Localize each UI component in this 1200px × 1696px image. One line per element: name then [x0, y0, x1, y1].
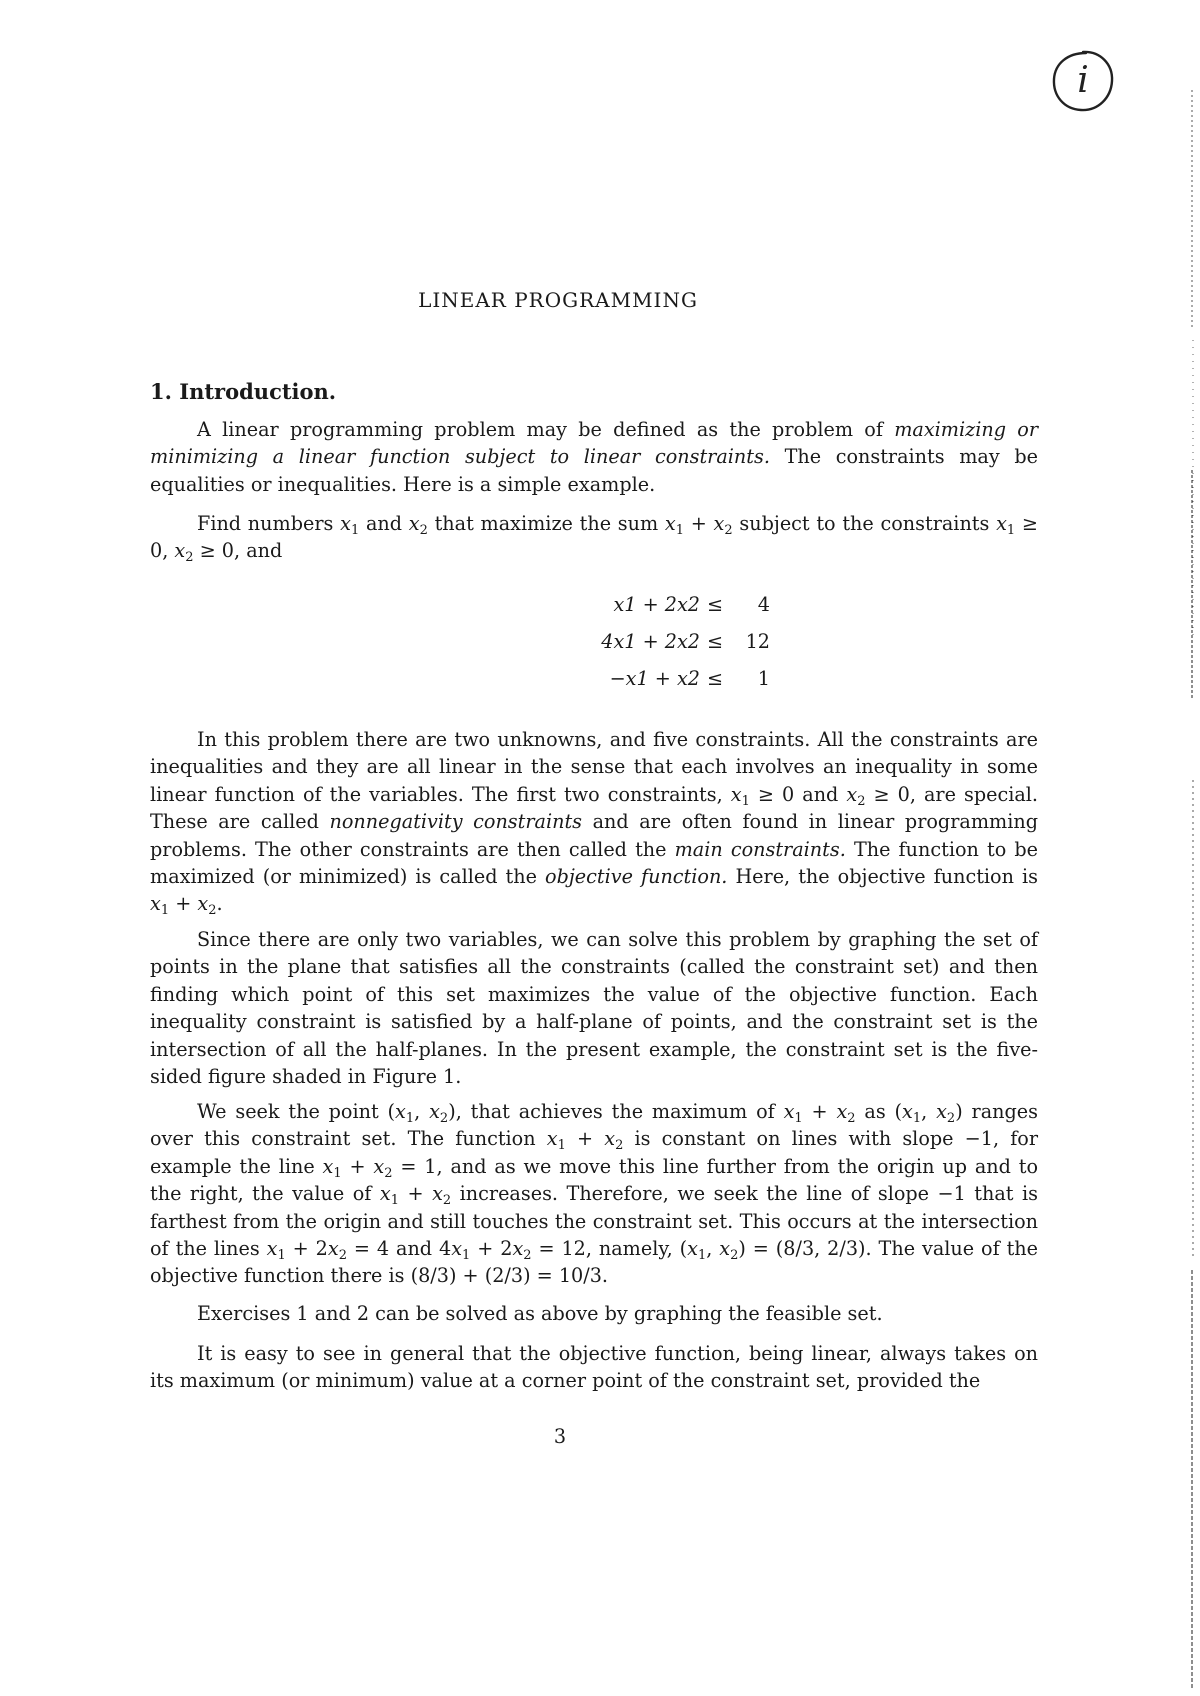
constraint-row [480, 586, 770, 623]
constraint-row [480, 623, 770, 660]
constraint-rhs: 1 [757, 667, 770, 690]
constraint-relation: ≤ [706, 630, 724, 653]
page-mark-letter: i [1077, 60, 1089, 101]
scan-edge-artifact [1186, 0, 1200, 1696]
constraint-equations [480, 586, 770, 697]
constraint-rhs: 4 [757, 593, 770, 616]
paragraph-example: Find numbers $x_1$ and $x_2$ that maximize the sum $x_1 + x_2$ subject to the constraints $x_1 \ge 0$, $x_2 \ge 0$, and [150, 512, 1038, 566]
term-nonnegativity: nonnegativity constraints [329, 810, 583, 834]
paragraph-corner-point: It is easy to see in general that the objective function, being linear, always takes on its maximum (or minimum) value at a corner point of the constraint set, provided the [150, 1342, 1038, 1393]
document-title: LINEAR PROGRAMMING [418, 288, 698, 312]
section-number: 1. [150, 379, 172, 404]
constraint-relation: ≤ [706, 667, 724, 690]
term-main-constraints: main constraints. [674, 837, 846, 861]
constraint-lhs: −x1 + x2 [609, 667, 700, 690]
page-number: 3 [553, 1425, 567, 1448]
paragraph-terminology: In this problem there are two unknowns, and five constraints. All the constraints are inequalities and they are all linear in the sense that each involves an inequality in some linear function of the variables. The first two constraints, $x_1 \ge 0$ and $x_2 \ge 0$, are special. These are called nonnegativity constraints and are often found in linear programming problems. The other constraints are then called the main constraints. The function to be maximized (or minimized) is called the objective function. Here, the objective function is $x_1 + x_2$. [150, 728, 1039, 919]
paragraph-solution: We seek the point ($x_1$, $x_2$), that achieves the maximum of $x_1 + x_2$ as ($x_1$, $x_2$) ranges over this constraint set. The function $x_1 + x_2$ is constant on lines with slope −1, for example the line $x_1 + x_2 = 1$, and as we move this line further from the origin up and to the right, the value of $x_1 + x_2$ increases. Therefore, we seek the line of slope −1 that is farthest from the origin and still touches the constraint set. This occurs at the intersection of the lines $x_1 + 2x_2 = 4$ and $4x_1 + 2x_2 = 12$, namely, ($x_1$, $x_2) = (8/3$, 2/3). The value of the objective function there is (8/3) + (2/3) = 10/3. [150, 1100, 1039, 1288]
definition-emphasis: maximizing or minimizing a linear function subject to linear constraints. [150, 418, 1038, 469]
constraint-lhs: x1 + 2x2 [613, 593, 700, 616]
constraint-lhs: 4x1 + 2x2 [601, 630, 700, 653]
constraint-row [480, 660, 770, 697]
section-title: Introduction. [179, 379, 337, 404]
term-objective-function: objective function. [545, 865, 728, 889]
constraint-rhs: 12 [745, 630, 770, 653]
paragraph-graphing: Since there are only two variables, we can solve this problem by graphing the set of points in the plane that satisfies all the constraints (called the constraint set) and then finding which point of this set maximizes the value of the objective function. Each inequality constraint is satisfied by a half-plane of points, and the constraint set is the intersection of all the half-planes. In the present example, the constraint set is the five-sided figure shaded in Figure 1. [150, 928, 1038, 1089]
paragraph-intro: A linear programming problem may be defined as the problem of maximizing or minimizing a linear function subject to linear constraints. The constraints may be equalities or inequalities. Here is a simple example. [150, 418, 1038, 496]
section-heading [150, 378, 336, 406]
constraint-relation: ≤ [706, 593, 724, 616]
paragraph-exercises: Exercises 1 and 2 can be solved as above by graphing the feasible set. [197, 1302, 883, 1325]
handwritten-page-mark [1050, 48, 1116, 114]
